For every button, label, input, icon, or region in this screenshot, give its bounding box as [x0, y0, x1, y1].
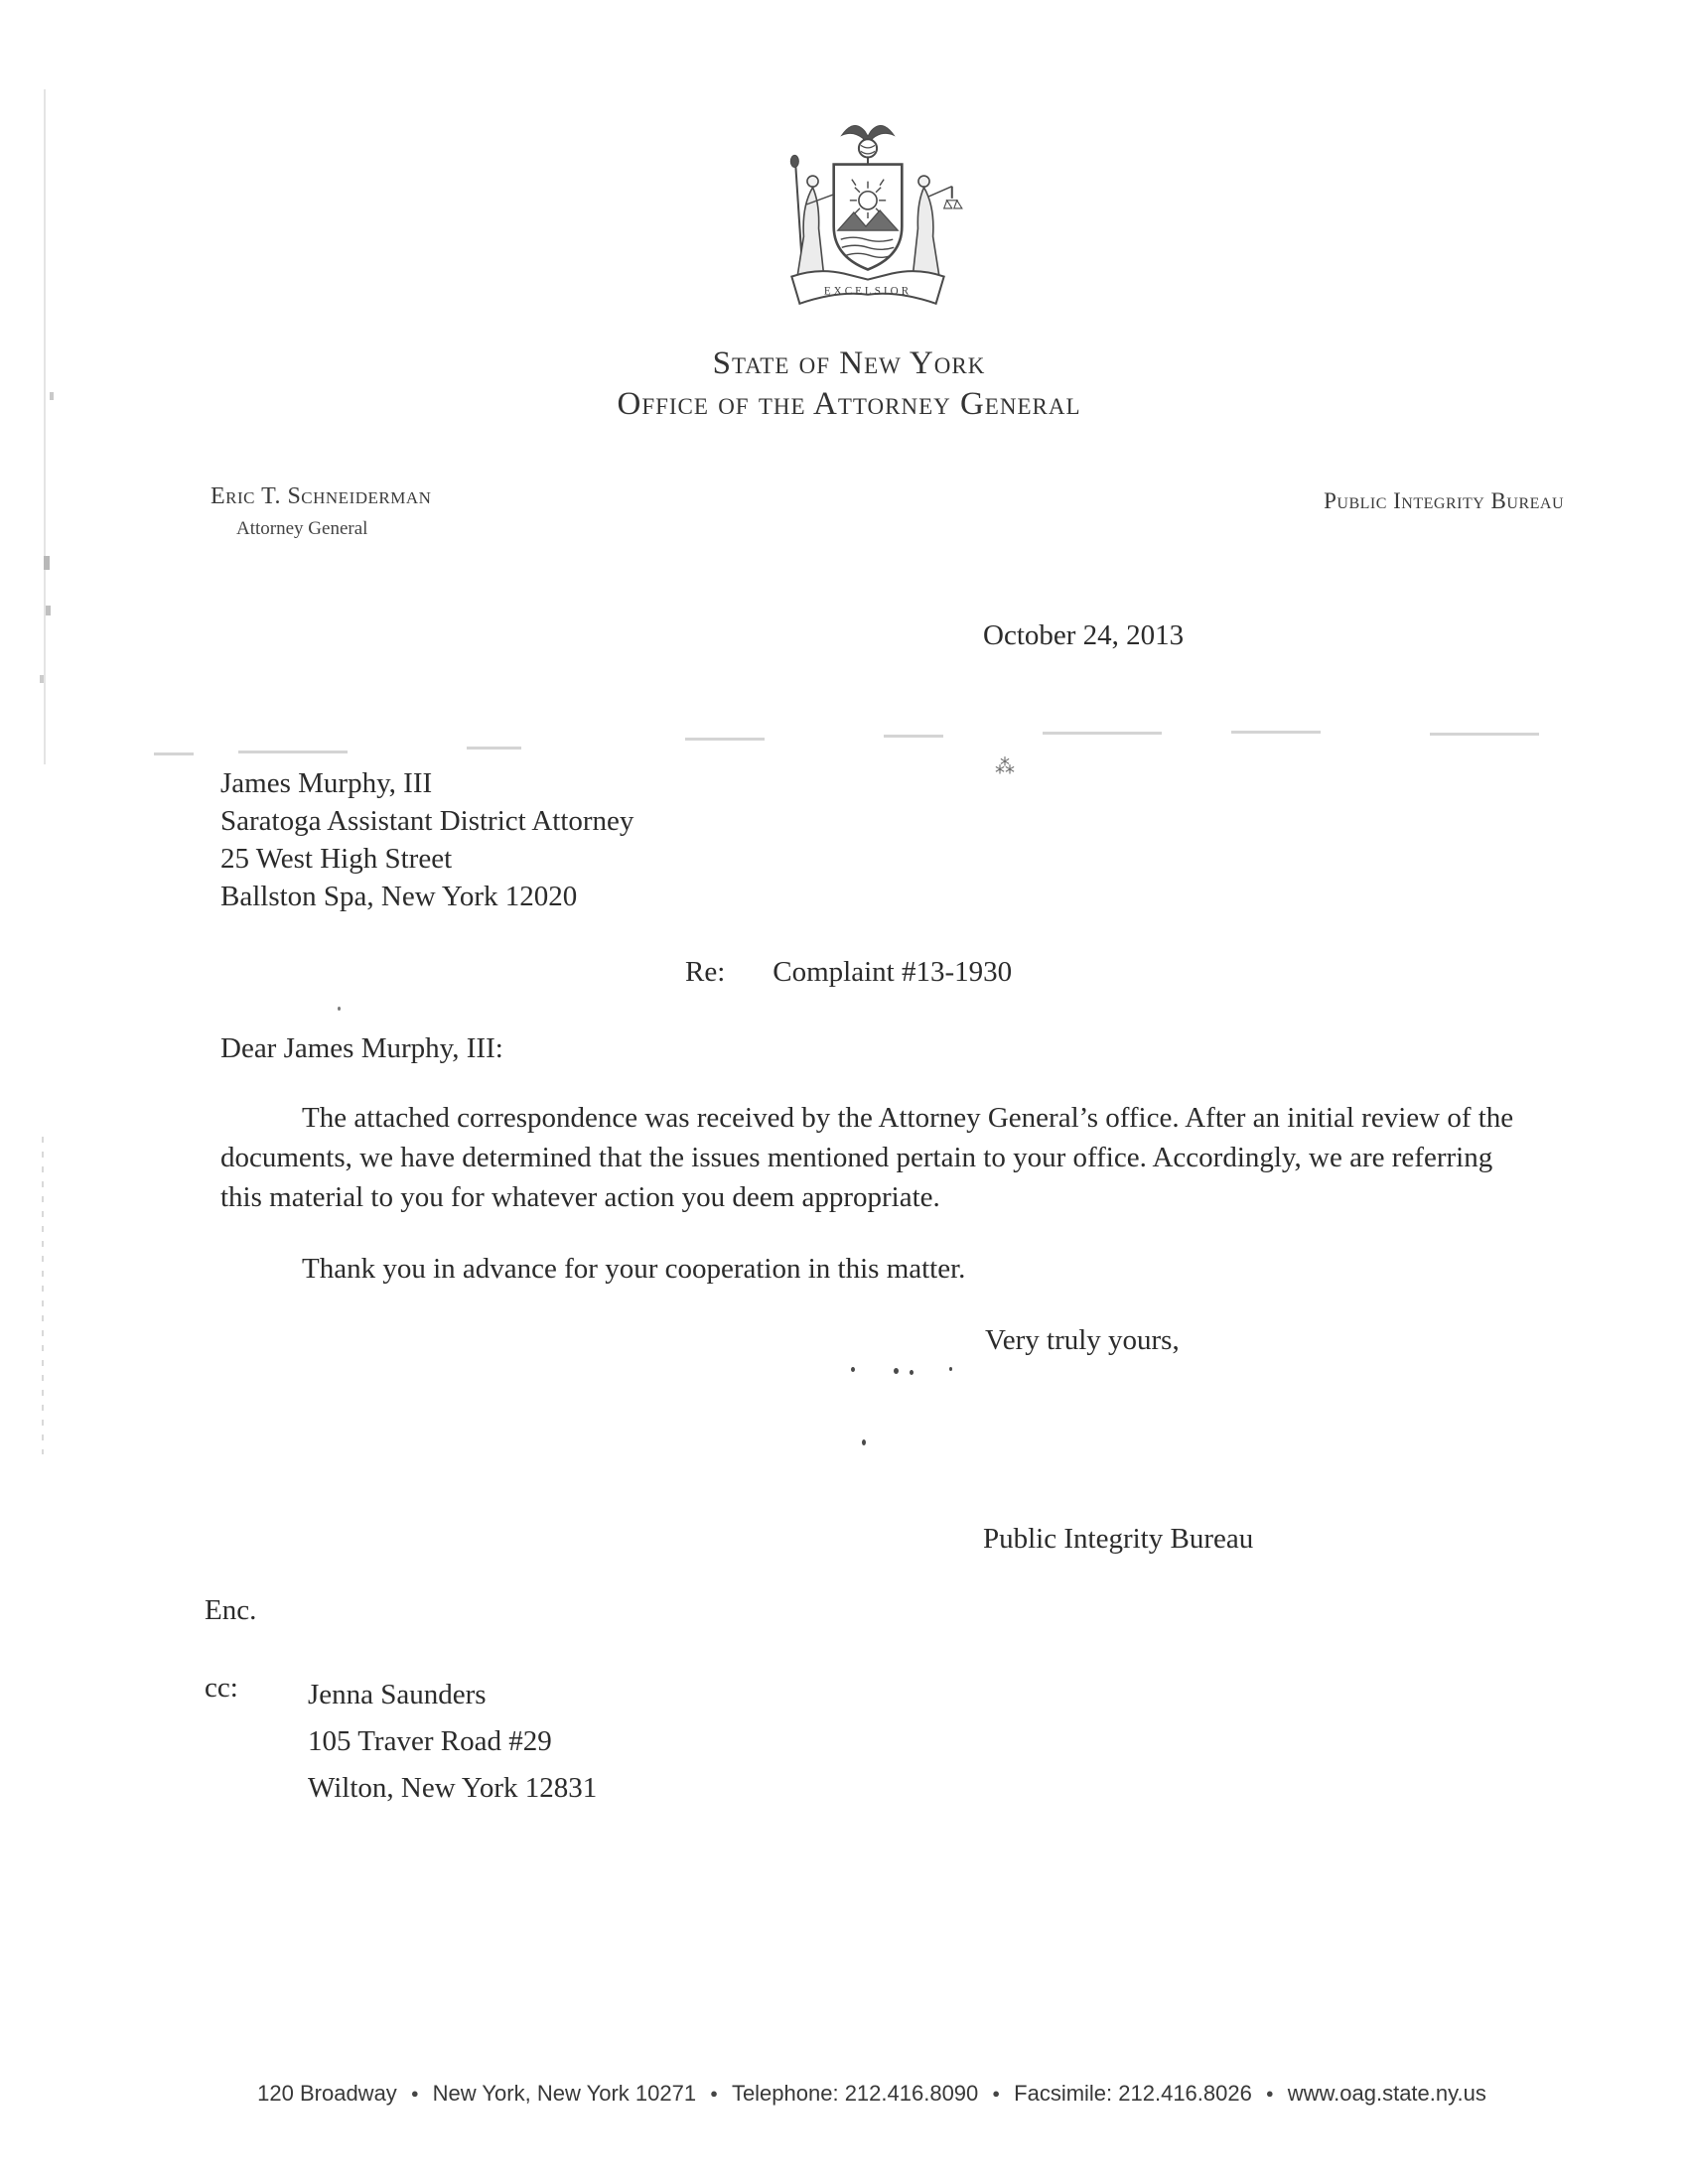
- scan-artifact-smudge: [884, 735, 943, 738]
- body-paragraph: Thank you in advance for your cooperation in this matter.: [302, 1253, 966, 1285]
- scan-artifact-tick: [46, 606, 51, 615]
- scan-artifact-smudge: [685, 738, 765, 741]
- agency-heading-line2: Office of the Attorney General: [617, 386, 1081, 422]
- scan-artifact-smudge: [1430, 733, 1539, 736]
- recipient-address-block: [220, 764, 633, 915]
- re-label: Re:: [685, 956, 726, 988]
- cc-street: 105 Traver Road #29: [308, 1725, 552, 1757]
- scan-artifact-speck: [910, 1370, 914, 1375]
- footer-bullet-icon: ●: [410, 2086, 419, 2101]
- recipient-street: 25 West High Street: [220, 843, 453, 875]
- scan-artifact-smudge: [467, 747, 521, 750]
- letterhead-footer: [56, 2081, 1688, 2107]
- attorney-general-name: Eric T. Schneiderman: [211, 483, 432, 509]
- scan-artifact-tick: [50, 392, 54, 400]
- agency-heading: [447, 343, 1251, 425]
- scan-artifact-speck: [894, 1368, 899, 1374]
- bureau-name: Public Integrity Bureau: [1324, 488, 1564, 513]
- agency-heading-line1: State of New York: [712, 345, 986, 381]
- scan-artifact-speck: [851, 1367, 855, 1372]
- body-paragraph: The attached correspondence was received by the Attorney General’s office. After an initial review of the documents, we have determined that the issues mentioned pertain to your office. Accordingly, we are referring this material to you for whatever action you deem appropriate.: [220, 1102, 1514, 1213]
- scan-artifact-speck: [862, 1439, 866, 1445]
- closing: Very truly yours,: [985, 1324, 1180, 1356]
- scan-artifact-smudge: [238, 751, 348, 753]
- cc-label: cc:: [205, 1672, 238, 1704]
- ny-state-seal: [758, 107, 978, 330]
- scan-artifact-smudge: [1231, 731, 1321, 734]
- seal-motto-text: EXCELSIOR: [823, 285, 913, 298]
- footer-city: New York, New York 10271: [432, 2081, 697, 2106]
- re-line: [685, 956, 1012, 989]
- footer-facsimile: Facsimile: 212.416.8026: [1014, 2081, 1252, 2106]
- footer-bullet-icon: ●: [992, 2086, 1001, 2101]
- recipient-title: Saratoga Assistant District Attorney: [220, 805, 634, 837]
- salutation: Dear James Murphy, III:: [220, 1032, 503, 1064]
- attorney-general-title: Attorney General: [236, 518, 368, 539]
- scan-artifact-left-dotted-streak: [42, 1137, 44, 1454]
- footer-bullet-icon: ●: [1265, 2086, 1274, 2101]
- scan-artifact-left-streak: [44, 89, 46, 764]
- recipient-city: Ballston Spa, New York 12020: [220, 881, 578, 912]
- footer-street: 120 Broadway: [257, 2081, 397, 2106]
- letter-date: October 24, 2013: [983, 619, 1185, 651]
- scan-artifact-tick: [44, 556, 50, 570]
- cc-city: Wilton, New York 12831: [308, 1772, 598, 1804]
- cc-name: Jenna Saunders: [308, 1679, 487, 1710]
- scan-artifact-tick: [40, 675, 44, 683]
- footer-bullet-icon: ●: [710, 2086, 718, 2101]
- enclosure-note: Enc.: [205, 1594, 257, 1626]
- re-value: Complaint #13-1930: [773, 956, 1013, 988]
- scan-artifact-speck: [949, 1367, 952, 1371]
- signature-organization: Public Integrity Bureau: [983, 1523, 1254, 1555]
- cc-address-block: [308, 1672, 597, 1812]
- footer-website: www.oag.state.ny.us: [1287, 2081, 1486, 2106]
- ny-coat-of-arms-icon: [758, 107, 978, 330]
- footer-telephone: Telephone: 212.416.8090: [731, 2081, 979, 2106]
- scan-artifact-speck: [338, 1007, 341, 1011]
- scan-artifact-smudge: [154, 752, 194, 755]
- scan-artifact-smudge: [1043, 732, 1162, 735]
- scan-artifact-mark: ⁂: [995, 754, 1015, 778]
- recipient-name: James Murphy, III: [220, 767, 433, 799]
